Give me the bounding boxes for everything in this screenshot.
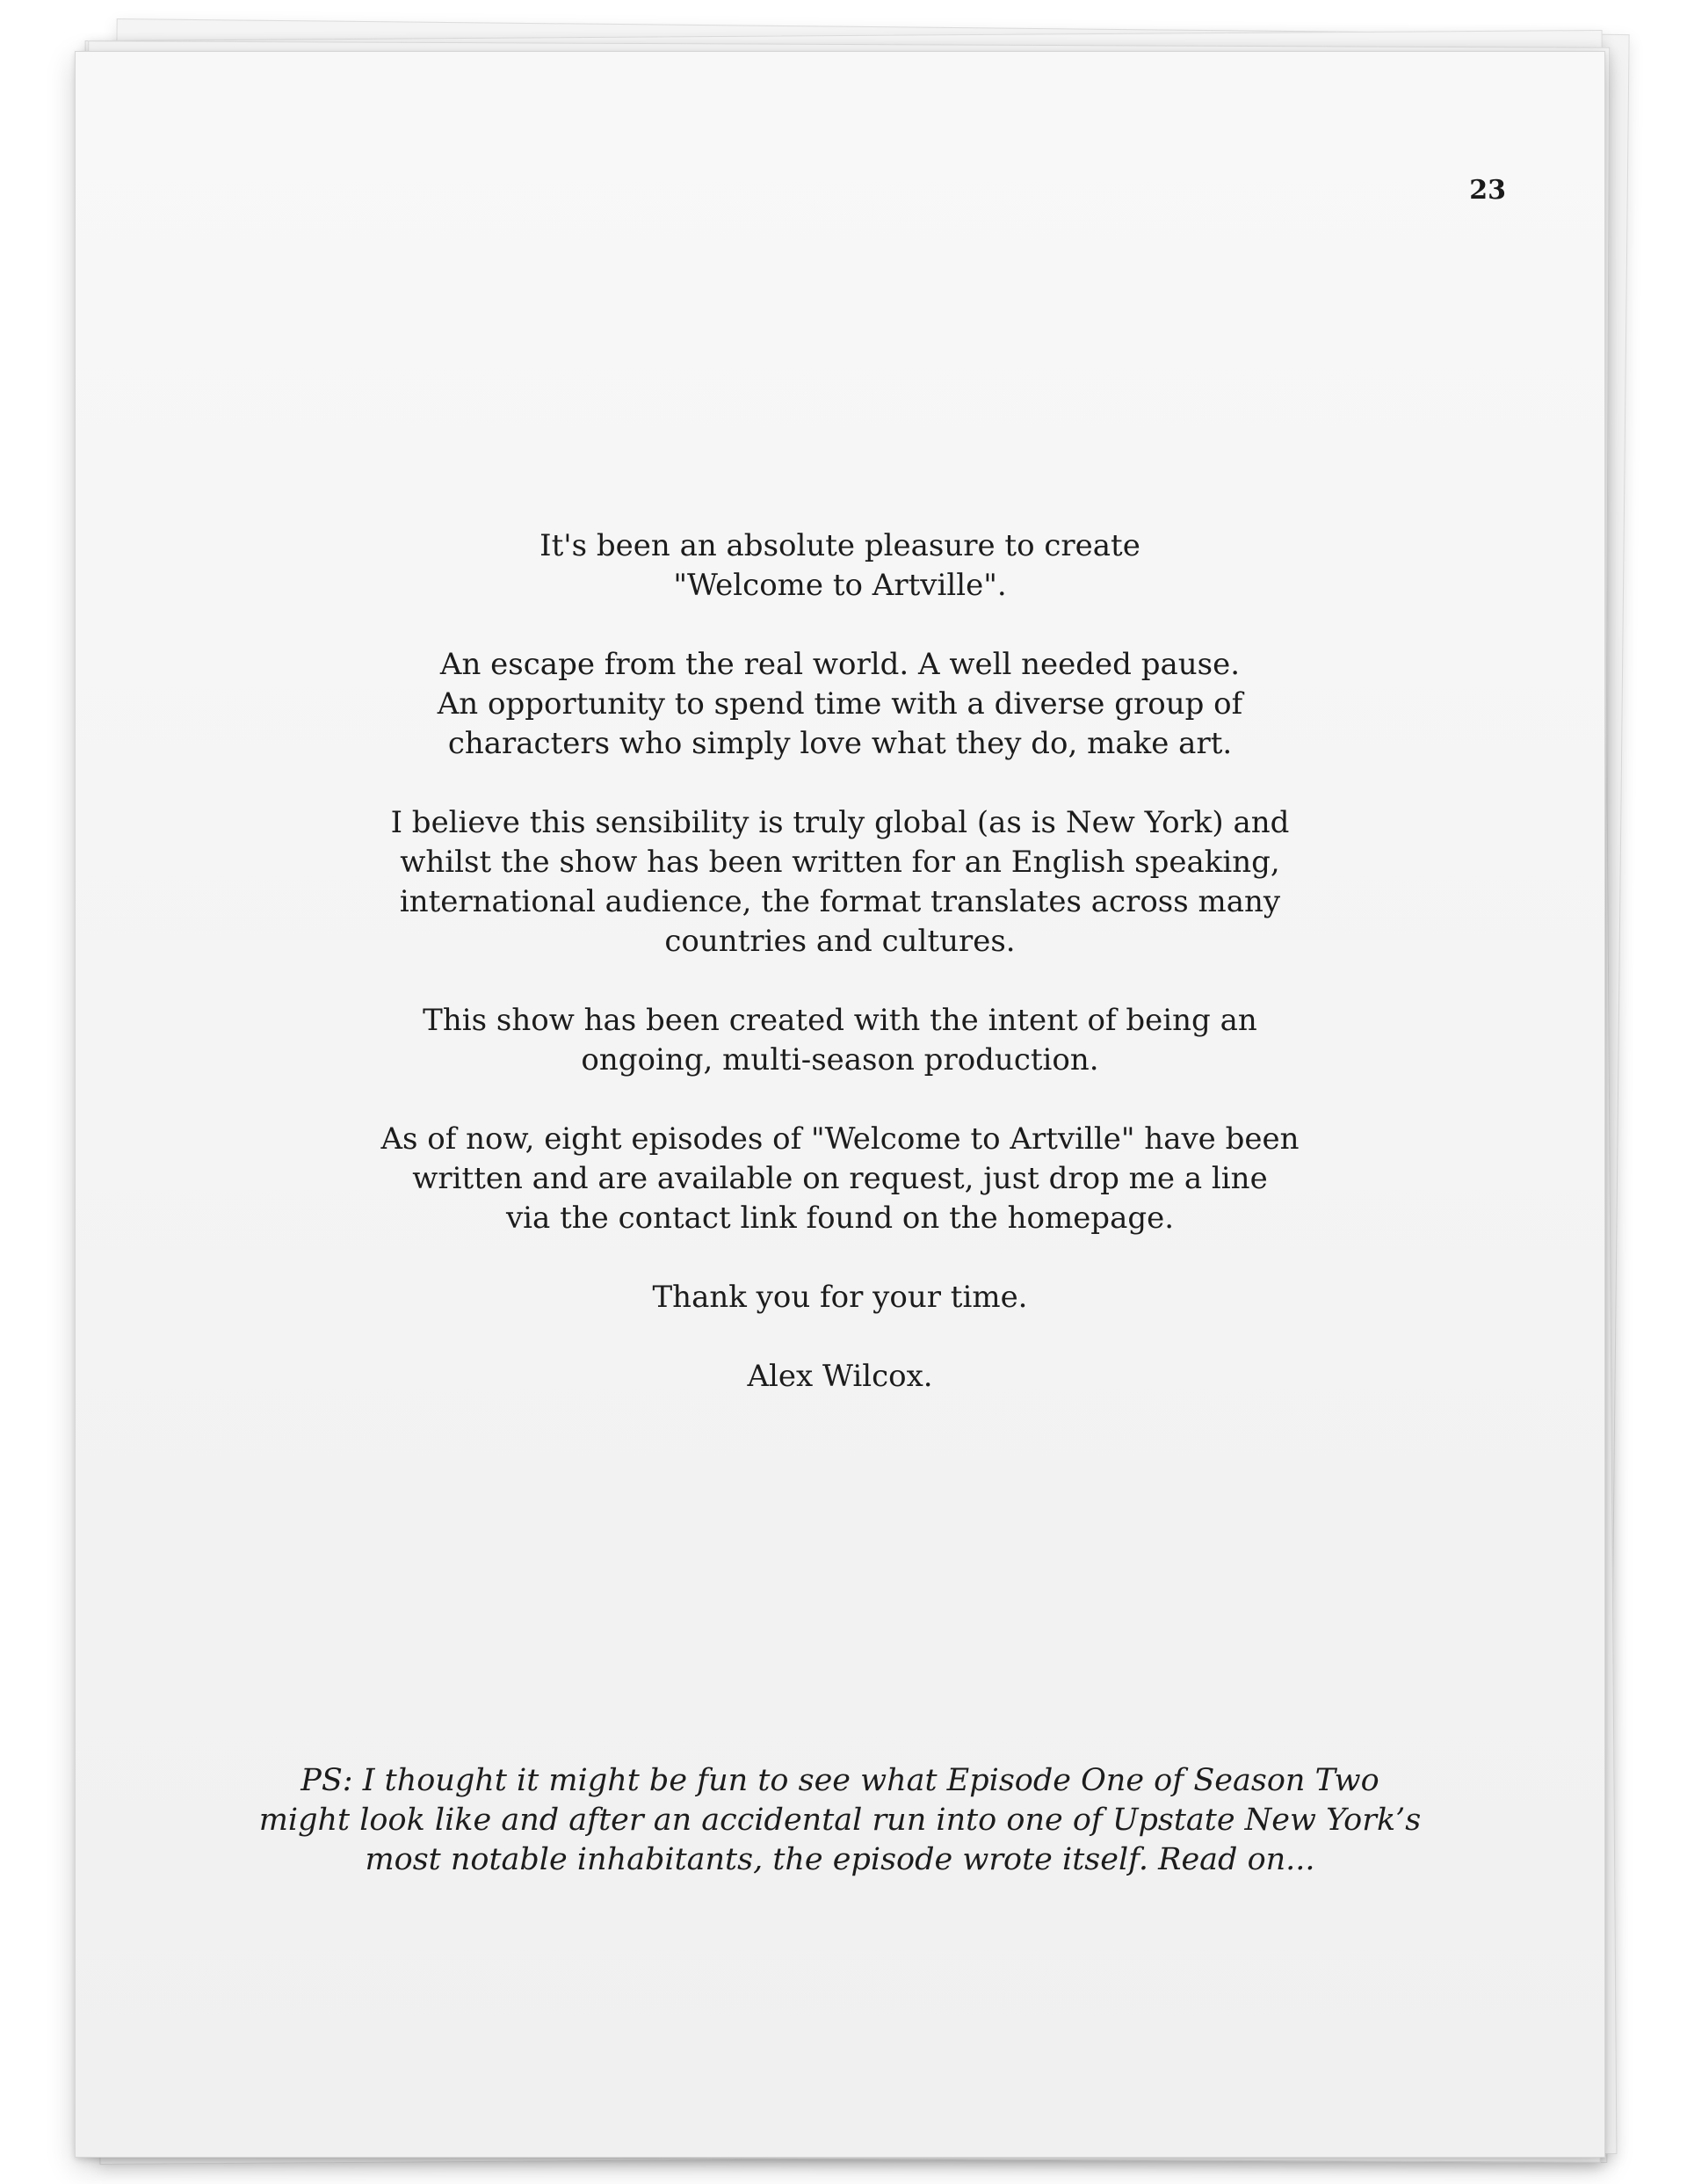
letter-line: As of now, eight episodes of "Welcome to Artville" have been [380,1121,1300,1157]
letter-paragraph-5 [76,1120,1604,1238]
letter-paragraph-6 [76,1278,1604,1317]
letter-line: countries and cultures. [664,924,1016,959]
letter-line: whilst the show has been written for an English speaking, [400,845,1280,880]
postscript-line: might look like and after an accidental run into one of Upstate New York’s [258,1803,1422,1838]
letter-line: via the contact link found on the homepage. [505,1201,1175,1236]
letter-signature: Alex Wilcox. [747,1359,933,1394]
postscript-line: most notable inhabitants, the episode wrote itself. Read on... [365,1842,1315,1877]
letter-line: "Welcome to Artville". [673,568,1007,603]
letter-line: ongoing, multi-season production. [581,1042,1099,1077]
letter-paragraph-4 [76,1001,1604,1080]
page-number: 23 [1469,175,1506,206]
letter-paragraph-1 [76,526,1604,606]
letter-line: written and are available on request, just drop me a line [412,1161,1268,1196]
postscript [76,1761,1604,1880]
letter-paragraph-3 [76,803,1604,961]
letter-paragraph-2 [76,645,1604,764]
letter-line: international audience, the format translates across many [399,884,1281,919]
letter-line: I believe this sensibility is truly global (as is New York) and [390,805,1290,840]
postscript-line: PS: I thought it might be fun to see what Episode One of Season Two [300,1763,1379,1798]
letter-line: Thank you for your time. [652,1280,1028,1315]
letter-line: characters who simply love what they do, make art. [447,726,1233,761]
letter-line: An escape from the real world. A well needed pause. [439,647,1241,682]
letter-line: An opportunity to spend time with a diverse group of [437,686,1243,722]
letter-body [76,526,1604,1397]
letter-line: This show has been created with the intent of being an [423,1003,1257,1038]
document-page [75,51,1605,2158]
letter-line: It's been an absolute pleasure to create [539,528,1140,563]
